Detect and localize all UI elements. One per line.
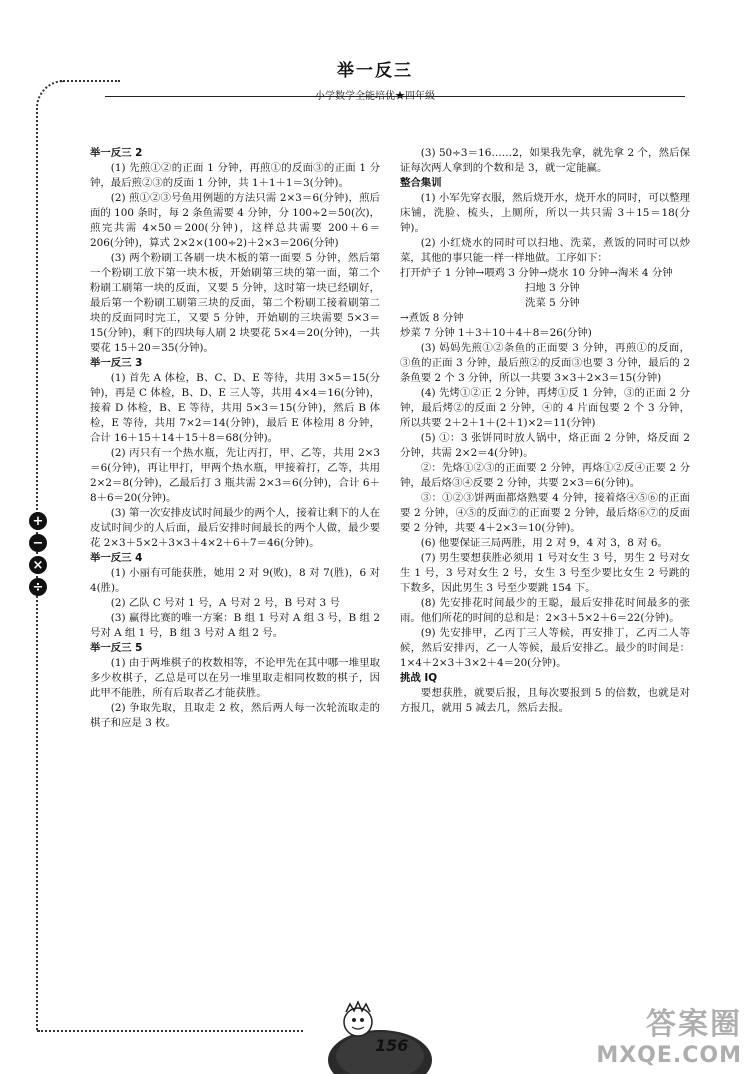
math-operators-sidebar (28, 512, 48, 596)
right-paragraph: (9) 先安排甲，乙丙丁三人等候，再安排丁，乙丙二人等候，然后安排丙，乙一人等候，最后安排乙。最少的时间是：1×4＋2×3＋3×2＋4＝20(分钟)。 (400, 627, 690, 669)
left-column (90, 146, 380, 731)
left-paragraph: (3) 两个粉刷工各刷一块木板的第一面要 5 分钟，然后第一个粉刷工放下第一块木板，开始刷第三块的第一面，第二个粉刷工刷第一块的反面，又要 5 分钟，这时第一块已经刷好，最后第一个粉刷工刷第三块的反面，第二个粉刷工接着刷第二块的反面同时完工，又要 5 分钟，开始刷的三块需要 5×3＝15(分钟)，剩下的四块每人刷 2 块要花 5×4＝20(分钟)，一共要花 15＋20＝35(分钟)。 (90, 252, 380, 354)
right-paragraph: (3) 50÷3＝16……2，如果我先拿，就先拿 2 个，然后保证每次两人拿到的个数和是 3，就一定能赢。 (400, 147, 690, 174)
right-paragraph: (2) 小红烧水的同时可以扫地、洗菜，煮饭的同时可以炒菜，其他的事只能一样一样地做。工序如下： (400, 237, 690, 264)
right-paragraph: (7) 男生要想获胜必须用 1 号对女生 3 号，男生 2 号对女生 1 号，3 号对女生 2 号，女生 3 号至少要比女生 2 号跳的下数多，因此男生 3 号至少要跳 154 下。 (400, 552, 690, 594)
left-paragraph: (1) 先煎①②的正面 1 分钟，再煎①的反面③的正面 1 分钟，最后煎②③的反面 1 分钟，共 1＋1＋1＝3(分钟)。 (90, 162, 380, 189)
left-paragraph: (2) 乙队 C 号对 1 号，A 号对 2 号，B 号对 3 号 (110, 597, 340, 609)
left-paragraph: (1) 由于两堆棋子的枚数相等，不论甲先在其中哪一堆里取多少枚棋子，乙总是可以在另一堆里取走相同枚数的棋子，因此甲不能胜，所有后取者乙才能获胜。 (90, 657, 380, 699)
watermark-line2: MXQE.COM (596, 1043, 742, 1068)
right-paragraph: (8) 先安排花时间最少的王聪，最后安排花时间最多的张雨。他们所花的时间的总和是：2×3＋5×2＋6＝22(分钟)。 (400, 597, 690, 624)
header-rule (105, 96, 685, 97)
page-number: 156 (375, 1036, 409, 1055)
right-paragraph: ②：先烙①②③的正面要 2 分钟，再烙①②反④正要 2 分钟，最后烙③④反要 2 分钟，共要 2×3＝6(分钟)。 (400, 462, 690, 489)
right-paragraph: 扫地 3 分钟 (525, 282, 580, 294)
watermark-line1: 答案圈 (646, 1007, 742, 1042)
page-subtitle (0, 87, 750, 102)
plus-icon: + (29, 512, 47, 530)
right-paragraph: (3) 妈妈先煎①②条鱼的正面要 3 分钟，再煎①的反面，③鱼的正面 3 分钟，最后煎②的反面③也要 3 分钟，最后的 2 条鱼要 2 个 3 分钟，所以一共要 3×3＋2×3＝15(分钟) (400, 342, 690, 384)
right-paragraph: 要想获胜，就要后报，且每次要报到 5 的倍数，也就是对方报几，就用 5 减去几，然后去报。 (400, 687, 690, 714)
right-section-heading: 整合集训 (400, 177, 442, 189)
right-paragraph: (4) 先烤①②正 2 分钟，再烤①反 1 分钟，③的正面 2 分钟，最后烤②的反面 2 分钟，④的 4 片面包要 2 个 3 分钟，所以共要 2＋2＋1＋(2＋1)×2＝11(分钟) (400, 387, 690, 429)
right-paragraph: 打开炉子 1 分钟→喂鸡 3 分钟→烧水 10 分钟→淘米 4 分钟 (400, 267, 673, 279)
dotted-border-bottom (38, 1030, 303, 1032)
right-paragraph: 炒菜 7 分钟 1＋3＋10＋4＋8＝26(分钟) (400, 327, 592, 339)
right-paragraph: (1) 小军先穿衣服，然后烧开水，烧开水的同时，可以整理床铺，洗脸、梳头，上厕所，所以一共只需 3＋15＝18(分钟)。 (400, 192, 690, 234)
left-paragraph: (2) 争取先取，且取走 2 枚，然后两人每一次轮流取走的棋子和应是 3 枚。 (90, 702, 380, 729)
minus-icon: − (29, 534, 47, 552)
left-paragraph: (3) 第一次安排皮试时间最少的两个人，接着让剩下的人在皮试时间少的人后面，最后安排时间最长的两个人做，最少要花 2×3＋5×2＋3×3＋4×2＋6＋7＝46(分钟)。 (90, 507, 380, 549)
left-paragraph: (2) 丙只有一个热水瓶，先让丙打，甲、乙等，共用 2×3＝6(分钟)，再让甲打，甲两个热水瓶，甲接着打，乙等，共用 2×2＝8(分钟)，乙最后打 3 瓶共需 2×3＝6(分钟)，合计 6＋8＋6＝20(分钟)。 (90, 447, 380, 504)
left-section-heading: 举一反三 5 (90, 642, 143, 654)
left-section-heading: 举一反三 3 (90, 357, 143, 369)
right-paragraph: ③：①②③饼两面都烙熟要 4 分钟，接着烙④⑤⑥的正面要 2 分钟，④⑤的反面⑦的正面要 2 分钟，最后烙⑥⑦的反面要 2 分钟，共要 4＋2×3＝10(分钟)。 (400, 492, 690, 534)
right-paragraph: (6) 他要保证三局两胜，用 2 对 9，4 对 3，8 对 6。 (420, 537, 668, 549)
left-section-heading: 举一反三 2 (90, 147, 143, 159)
watermark (596, 999, 742, 1068)
left-paragraph: (1) 小丽有可能获胜，她用 2 对 9(败)，8 对 7(胜)，6 对 4(胜)。 (90, 567, 380, 594)
right-section-heading: 挑战 IQ (400, 672, 438, 684)
left-paragraph: (1) 首先 A 体检，B、C、D、E 等待，共用 3×5＝15(分钟)，再是 C 体检，B、D、E 三人等，共用 4×4＝16(分钟)，接着 D 体检，B、E 等待，共用 5×3＝15(分钟)，然后 B 体检，E 等待，共用 7×2＝14(分钟)，最后 E 体检用 8 分钟，合计 16＋15＋14＋15＋8＝68(分钟)。 (90, 372, 380, 444)
right-paragraph: →煮饭 8 分钟 (400, 312, 464, 324)
left-paragraph: (3) 赢得比赛的唯一方案：B 组 1 号对 A 组 3 号，B 组 2 号对 A 组 1 号，B 组 3 号对 A 组 2 号。 (90, 612, 380, 639)
divide-icon: ÷ (29, 578, 47, 596)
right-paragraph: (5) ①：3 张饼同时放人锅中，烙正面 2 分钟，烙反面 2 分钟，共需 2×2＝4(分钟)。 (400, 432, 690, 459)
left-paragraph: (2) 煎①②③号鱼用例题的方法只需 2×3＝6(分钟)，煎后面的 100 条时，每 2 条鱼需要 4 分钟，分 100÷2＝50(次)，煎完共需 4×50＝200(分钟)，这样总共需要 200＋6＝206(分钟)，算式 2×2×(100÷2)＋2×3＝206(分钟) (90, 192, 380, 249)
page-title: 举一反三 (337, 61, 413, 81)
left-section-heading: 举一反三 4 (90, 552, 143, 564)
right-paragraph: 洗菜 5 分钟 (525, 297, 580, 309)
times-icon: × (29, 556, 47, 574)
right-column (400, 146, 690, 716)
